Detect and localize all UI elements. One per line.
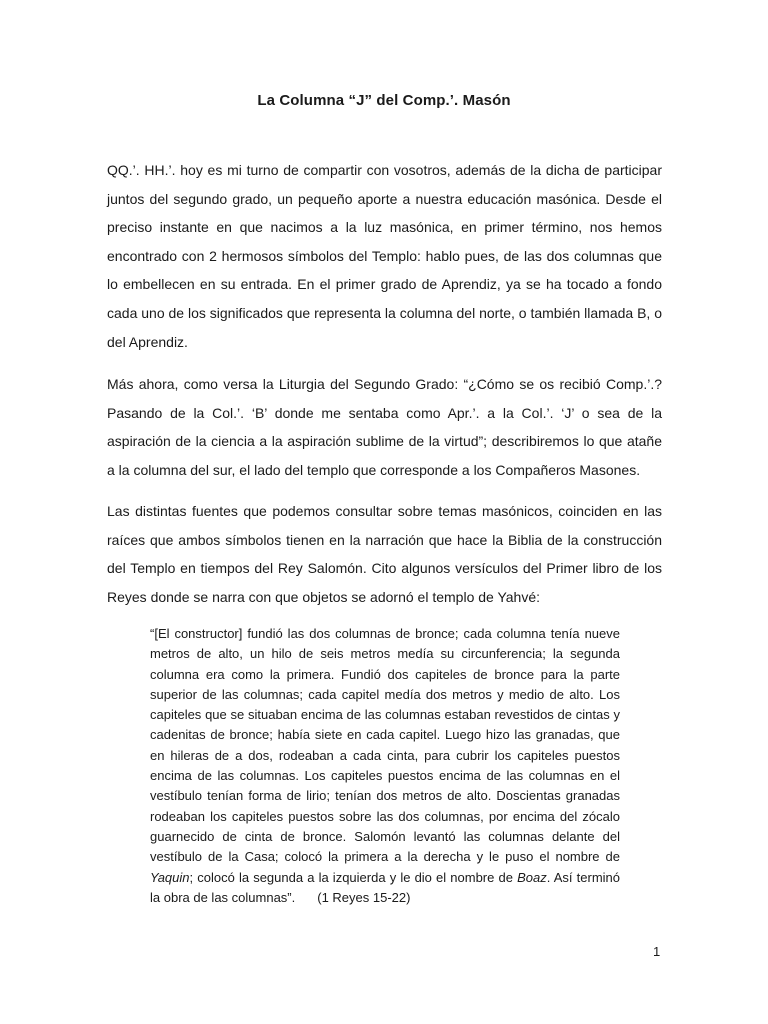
quote-text-part-3: . Así terminó la obra de las columnas”. (150, 869, 620, 905)
quote-name-yaquin: Yaquin (150, 869, 190, 885)
paragraph-1: QQ.’. HH.’. hoy es mi turno de compartir con vosotros, además de la dicha de participar juntos del segundo grado, un pequeño aporte a nuestra educación masónica. Desde el preciso instante en que nacimos a la luz masónica, en primer término, nos hemos encontrado con 2 hermosos símbolos del Templo: hablo pues, de las dos columnas que lo embellecen en su entrada. En el primer grado de Aprendiz, ya se ha tocado a fondo cada uno de los significados que representa la columna del norte, o también llamada B, o del Aprendiz. (107, 162, 662, 350)
quote-name-boaz: Boaz (517, 869, 547, 885)
quote-text-part-1: “[El constructor] fundió las dos columnas de bronce; cada columna tenía nueve metros de alto, un hilo de seis metros medía su circunferencia; la segunda columna era como la primera. Fundió dos capiteles de bronce para la parte superior de las columnas; cada capitel medía dos metros y medio de alto. Los capiteles que se situaban encima de las columnas estaban revestidos de cintas y cadenitas de bronce; había siete en cada capitel. Luego hizo las granadas, que en hileras de a dos, rodeaban a cada cinta, para cubrir los capiteles puestos encima de las columnas. Los capiteles puestos encima de las columnas en el vestíbulo tenían forma de lirio; tenían dos metros de alto. Doscientas granadas rodeaban los capiteles puestos sobre las dos columnas, por encima del zócalo guarnecido de cinta de bronce. Salomón levantó las columnas delante del vestíbulo de la Casa; colocó la primera a la derecha y le puso el nombre de (150, 626, 620, 865)
quote-text-part-2: ; colocó la segunda a la izquierda y le dio el nombre de (189, 869, 518, 885)
document-title: La Columna “J” del Comp.’. Masón (257, 92, 511, 109)
page-number: 1 (653, 944, 661, 959)
paragraph-3: Las distintas fuentes que podemos consultar sobre temas masónicos, coinciden en las raíces que ambos símbolos tienen en la narración que hace la Biblia de la construcción del Templo en tiempos del Rey Salomón. Cito algunos versículos del Primer libro de los Reyes donde se narra con que objetos se adornó el templo de Yahvé: (107, 503, 662, 605)
paragraph-2: Más ahora, como versa la Liturgia del Segundo Grado: “¿Cómo se os recibió Comp.’.? Pasando de la Col.’. ‘B’ donde me sentaba como Apr.’. a la Col.’. ‘J’ o sea de la aspiración de la ciencia a la aspiración sublime de la virtud”; describiremos lo que atañe a la columna del sur, el lado del templo que corresponde a los Compañeros Masones. (107, 376, 662, 478)
quote-citation: (1 Reyes 15-22) (317, 889, 411, 905)
bible-quote (150, 624, 620, 908)
